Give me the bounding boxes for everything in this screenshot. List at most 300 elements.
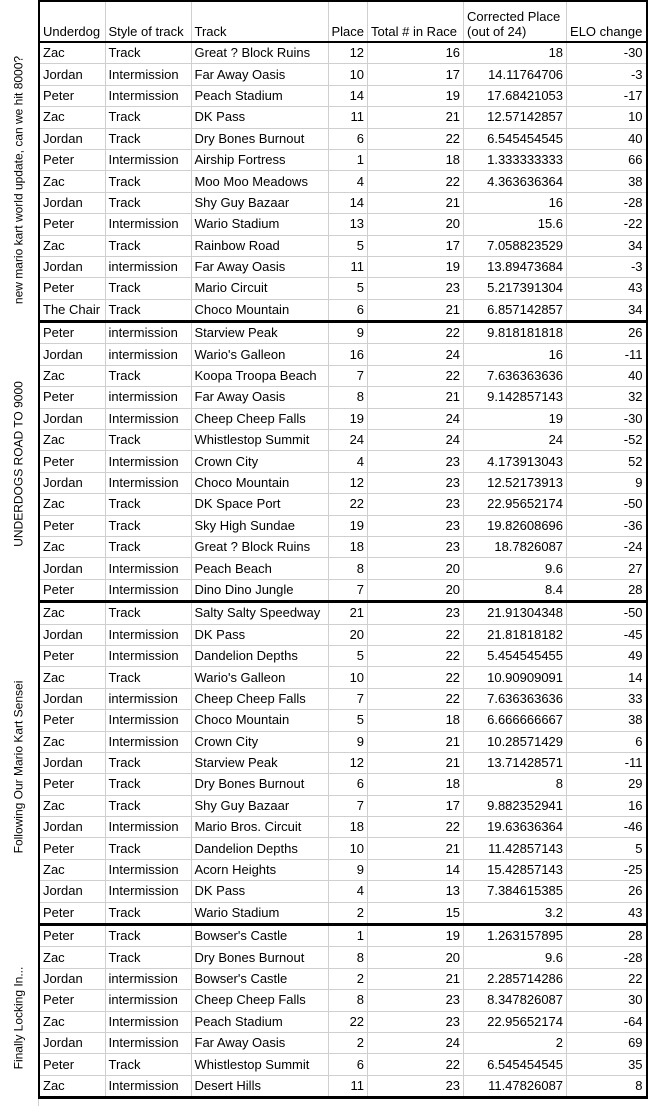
underdog-cell[interactable]: Zac — [39, 731, 105, 752]
place-cell[interactable]: 12 — [328, 42, 368, 64]
underdog-cell[interactable]: Zac — [39, 365, 105, 386]
elo-cell[interactable]: 32 — [567, 387, 647, 408]
track-cell[interactable]: Dandelion Depths — [191, 838, 328, 859]
elo-cell[interactable]: -11 — [567, 344, 647, 365]
corrected-cell[interactable]: 15.42857143 — [464, 859, 567, 880]
place-cell[interactable]: 13 — [328, 214, 368, 235]
total-cell[interactable]: 23 — [368, 451, 464, 472]
underdog-cell[interactable]: Peter — [39, 214, 105, 235]
track-cell[interactable]: Wario's Galleon — [191, 344, 328, 365]
elo-cell[interactable]: 26 — [567, 322, 647, 344]
place-cell[interactable]: 4 — [328, 451, 368, 472]
total-cell[interactable]: 20 — [368, 579, 464, 601]
total-cell[interactable]: 21 — [368, 299, 464, 321]
corrected-cell[interactable]: 1.263157895 — [464, 925, 567, 947]
section-label-cell[interactable] — [0, 37, 39, 322]
place-cell[interactable]: 12 — [328, 752, 368, 773]
style-cell[interactable]: intermission — [105, 968, 191, 989]
elo-cell[interactable]: 35 — [567, 1054, 647, 1075]
total-cell[interactable]: 22 — [368, 667, 464, 688]
elo-cell[interactable]: 38 — [567, 710, 647, 731]
style-cell[interactable]: Intermission — [105, 881, 191, 902]
style-cell[interactable]: Intermission — [105, 149, 191, 170]
total-cell[interactable]: 22 — [368, 624, 464, 645]
place-cell[interactable]: 8 — [328, 558, 368, 579]
style-cell[interactable]: Track — [105, 1054, 191, 1075]
corrected-cell[interactable]: 15.6 — [464, 214, 567, 235]
underdog-cell[interactable]: Peter — [39, 278, 105, 299]
total-cell[interactable]: 23 — [368, 602, 464, 624]
style-cell[interactable]: Intermission — [105, 408, 191, 429]
track-cell[interactable]: Koopa Troopa Beach — [191, 365, 328, 386]
total-cell[interactable]: 21 — [368, 107, 464, 128]
style-cell[interactable]: Track — [105, 107, 191, 128]
total-cell[interactable]: 23 — [368, 990, 464, 1011]
track-cell[interactable]: Desert Hills — [191, 1075, 328, 1097]
style-cell[interactable]: Track — [105, 299, 191, 321]
corrected-cell[interactable]: 6.545454545 — [464, 1054, 567, 1075]
underdog-cell[interactable]: Jordan — [39, 344, 105, 365]
corrected-cell[interactable]: 19.82608696 — [464, 515, 567, 536]
place-cell[interactable]: 10 — [328, 667, 368, 688]
place-cell[interactable]: 8 — [328, 947, 368, 968]
underdog-cell[interactable]: Jordan — [39, 817, 105, 838]
place-cell[interactable]: 11 — [328, 1075, 368, 1097]
style-cell[interactable]: Track — [105, 667, 191, 688]
place-cell[interactable]: 14 — [328, 85, 368, 106]
underdog-cell[interactable]: Jordan — [39, 558, 105, 579]
track-cell[interactable]: Airship Fortress — [191, 149, 328, 170]
place-cell[interactable]: 5 — [328, 278, 368, 299]
elo-cell[interactable]: 22 — [567, 968, 647, 989]
underdog-cell[interactable]: Zac — [39, 795, 105, 816]
elo-cell[interactable]: -50 — [567, 602, 647, 624]
total-cell[interactable]: 23 — [368, 1011, 464, 1032]
underdog-cell[interactable]: Peter — [39, 85, 105, 106]
elo-cell[interactable]: -24 — [567, 536, 647, 557]
total-cell[interactable]: 22 — [368, 128, 464, 149]
corrected-cell[interactable]: 18.7826087 — [464, 536, 567, 557]
track-cell[interactable]: Far Away Oasis — [191, 64, 328, 85]
track-cell[interactable]: Peach Stadium — [191, 85, 328, 106]
style-cell[interactable]: intermission — [105, 344, 191, 365]
elo-cell[interactable]: -17 — [567, 85, 647, 106]
total-cell[interactable]: 21 — [368, 968, 464, 989]
total-cell[interactable]: 22 — [368, 322, 464, 344]
place-cell[interactable]: 24 — [328, 430, 368, 451]
track-cell[interactable]: DK Pass — [191, 624, 328, 645]
style-cell[interactable]: Track — [105, 602, 191, 624]
style-cell[interactable]: Track — [105, 128, 191, 149]
style-cell[interactable]: Intermission — [105, 817, 191, 838]
corrected-cell[interactable]: 11.47826087 — [464, 1075, 567, 1097]
track-cell[interactable]: Wario's Galleon — [191, 667, 328, 688]
style-cell[interactable]: Track — [105, 192, 191, 213]
place-cell[interactable]: 9 — [328, 731, 368, 752]
total-cell[interactable]: 24 — [368, 344, 464, 365]
total-cell[interactable]: 22 — [368, 1054, 464, 1075]
style-cell[interactable]: intermission — [105, 688, 191, 709]
section-label-cell[interactable] — [0, 605, 39, 929]
track-cell[interactable]: Shy Guy Bazaar — [191, 192, 328, 213]
style-cell[interactable]: Intermission — [105, 710, 191, 731]
track-cell[interactable]: Dry Bones Burnout — [191, 774, 328, 795]
elo-cell[interactable]: 33 — [567, 688, 647, 709]
underdog-cell[interactable]: Jordan — [39, 624, 105, 645]
elo-cell[interactable]: -11 — [567, 752, 647, 773]
corrected-cell[interactable]: 9.6 — [464, 947, 567, 968]
corrected-cell[interactable]: 12.57142857 — [464, 107, 567, 128]
elo-cell[interactable]: -52 — [567, 430, 647, 451]
corrected-cell[interactable]: 9.818181818 — [464, 322, 567, 344]
track-cell[interactable]: Acorn Heights — [191, 859, 328, 880]
track-cell[interactable]: Sky High Sundae — [191, 515, 328, 536]
track-cell[interactable]: Peach Beach — [191, 558, 328, 579]
style-cell[interactable]: Intermission — [105, 579, 191, 601]
total-cell[interactable]: 24 — [368, 430, 464, 451]
total-cell[interactable]: 20 — [368, 558, 464, 579]
header-elo[interactable]: ELO change — [567, 1, 647, 42]
place-cell[interactable]: 7 — [328, 579, 368, 601]
total-cell[interactable]: 22 — [368, 645, 464, 666]
place-cell[interactable]: 11 — [328, 107, 368, 128]
underdog-cell[interactable]: Peter — [39, 387, 105, 408]
place-cell[interactable]: 4 — [328, 171, 368, 192]
place-cell[interactable]: 19 — [328, 408, 368, 429]
total-cell[interactable]: 22 — [368, 817, 464, 838]
place-cell[interactable]: 7 — [328, 365, 368, 386]
elo-cell[interactable]: 5 — [567, 838, 647, 859]
total-cell[interactable]: 24 — [368, 1032, 464, 1053]
underdog-cell[interactable]: Peter — [39, 990, 105, 1011]
total-cell[interactable]: 23 — [368, 536, 464, 557]
corrected-cell[interactable]: 8 — [464, 774, 567, 795]
underdog-cell[interactable]: Zac — [39, 235, 105, 256]
style-cell[interactable]: Track — [105, 494, 191, 515]
header-place[interactable]: Place — [328, 1, 368, 42]
elo-cell[interactable]: 9 — [567, 472, 647, 493]
elo-cell[interactable]: 34 — [567, 235, 647, 256]
track-cell[interactable]: Choco Mountain — [191, 710, 328, 731]
track-cell[interactable]: Crown City — [191, 731, 328, 752]
elo-cell[interactable]: 52 — [567, 451, 647, 472]
track-cell[interactable]: DK Space Port — [191, 494, 328, 515]
underdog-cell[interactable]: Jordan — [39, 64, 105, 85]
total-cell[interactable]: 20 — [368, 214, 464, 235]
track-cell[interactable]: Whistlestop Summit — [191, 430, 328, 451]
total-cell[interactable]: 18 — [368, 774, 464, 795]
place-cell[interactable]: 4 — [328, 881, 368, 902]
underdog-cell[interactable]: Zac — [39, 602, 105, 624]
underdog-cell[interactable]: Peter — [39, 838, 105, 859]
style-cell[interactable]: Intermission — [105, 64, 191, 85]
style-cell[interactable]: Track — [105, 838, 191, 859]
place-cell[interactable]: 14 — [328, 192, 368, 213]
track-cell[interactable]: Cheep Cheep Falls — [191, 688, 328, 709]
elo-cell[interactable]: -25 — [567, 859, 647, 880]
total-cell[interactable]: 23 — [368, 472, 464, 493]
underdog-cell[interactable]: Jordan — [39, 408, 105, 429]
style-cell[interactable]: Track — [105, 430, 191, 451]
underdog-cell[interactable]: Zac — [39, 494, 105, 515]
track-cell[interactable]: Rainbow Road — [191, 235, 328, 256]
total-cell[interactable]: 21 — [368, 838, 464, 859]
total-cell[interactable]: 16 — [368, 42, 464, 64]
underdog-cell[interactable]: Zac — [39, 667, 105, 688]
style-cell[interactable]: Intermission — [105, 214, 191, 235]
style-cell[interactable]: Track — [105, 365, 191, 386]
elo-cell[interactable]: -28 — [567, 947, 647, 968]
underdog-cell[interactable]: Jordan — [39, 752, 105, 773]
corrected-cell[interactable]: 7.058823529 — [464, 235, 567, 256]
track-cell[interactable]: Far Away Oasis — [191, 1032, 328, 1053]
track-cell[interactable]: DK Pass — [191, 881, 328, 902]
underdog-cell[interactable]: Peter — [39, 710, 105, 731]
elo-cell[interactable]: -45 — [567, 624, 647, 645]
track-cell[interactable]: Wario Stadium — [191, 902, 328, 924]
style-cell[interactable]: Track — [105, 902, 191, 924]
elo-cell[interactable]: 40 — [567, 128, 647, 149]
underdog-cell[interactable]: Jordan — [39, 192, 105, 213]
style-cell[interactable]: Intermission — [105, 558, 191, 579]
elo-cell[interactable]: 28 — [567, 579, 647, 601]
style-cell[interactable]: Intermission — [105, 451, 191, 472]
total-cell[interactable]: 22 — [368, 365, 464, 386]
style-cell[interactable]: Track — [105, 925, 191, 947]
corrected-cell[interactable]: 8.4 — [464, 579, 567, 601]
track-cell[interactable]: Dry Bones Burnout — [191, 947, 328, 968]
corrected-cell[interactable]: 8.347826087 — [464, 990, 567, 1011]
track-cell[interactable]: Wario Stadium — [191, 214, 328, 235]
underdog-cell[interactable]: Peter — [39, 579, 105, 601]
total-cell[interactable]: 23 — [368, 278, 464, 299]
corrected-cell[interactable]: 2.285714286 — [464, 968, 567, 989]
elo-cell[interactable]: 14 — [567, 667, 647, 688]
corrected-cell[interactable]: 5.217391304 — [464, 278, 567, 299]
elo-cell[interactable]: 8 — [567, 1075, 647, 1097]
underdog-cell[interactable]: Jordan — [39, 472, 105, 493]
elo-cell[interactable]: -22 — [567, 214, 647, 235]
total-cell[interactable]: 24 — [368, 408, 464, 429]
elo-cell[interactable]: 43 — [567, 902, 647, 924]
style-cell[interactable]: Track — [105, 515, 191, 536]
underdog-cell[interactable]: The Chair — [39, 299, 105, 321]
section-label-cell[interactable] — [0, 322, 39, 605]
style-cell[interactable]: Track — [105, 774, 191, 795]
track-cell[interactable]: Far Away Oasis — [191, 387, 328, 408]
header-total[interactable]: Total # in Race — [368, 1, 464, 42]
header-style[interactable]: Style of track — [105, 1, 191, 42]
elo-cell[interactable]: -46 — [567, 817, 647, 838]
track-cell[interactable]: Peach Stadium — [191, 1011, 328, 1032]
underdog-cell[interactable]: Peter — [39, 925, 105, 947]
underdog-cell[interactable]: Zac — [39, 42, 105, 64]
elo-cell[interactable]: -28 — [567, 192, 647, 213]
underdog-cell[interactable]: Zac — [39, 947, 105, 968]
corrected-cell[interactable]: 16 — [464, 192, 567, 213]
style-cell[interactable]: Intermission — [105, 624, 191, 645]
total-cell[interactable]: 21 — [368, 752, 464, 773]
style-cell[interactable]: Track — [105, 752, 191, 773]
corrected-cell[interactable]: 13.71428571 — [464, 752, 567, 773]
style-cell[interactable]: Track — [105, 536, 191, 557]
style-cell[interactable]: Intermission — [105, 859, 191, 880]
corrected-cell[interactable]: 22.95652174 — [464, 494, 567, 515]
elo-cell[interactable]: 34 — [567, 299, 647, 321]
underdog-cell[interactable]: Peter — [39, 774, 105, 795]
track-cell[interactable]: Cheep Cheep Falls — [191, 990, 328, 1011]
corrected-cell[interactable]: 7.636363636 — [464, 365, 567, 386]
track-cell[interactable]: Dry Bones Burnout — [191, 128, 328, 149]
style-cell[interactable]: Intermission — [105, 731, 191, 752]
place-cell[interactable]: 10 — [328, 838, 368, 859]
total-cell[interactable]: 22 — [368, 171, 464, 192]
place-cell[interactable]: 6 — [328, 1054, 368, 1075]
place-cell[interactable]: 6 — [328, 128, 368, 149]
total-cell[interactable]: 19 — [368, 925, 464, 947]
track-cell[interactable]: Mario Bros. Circuit — [191, 817, 328, 838]
track-cell[interactable]: Starview Peak — [191, 752, 328, 773]
corrected-cell[interactable]: 14.11764706 — [464, 64, 567, 85]
place-cell[interactable]: 22 — [328, 494, 368, 515]
track-cell[interactable]: Bowser's Castle — [191, 968, 328, 989]
corrected-cell[interactable]: 3.2 — [464, 902, 567, 924]
track-cell[interactable]: Great ? Block Ruins — [191, 42, 328, 64]
place-cell[interactable]: 7 — [328, 688, 368, 709]
underdog-cell[interactable]: Zac — [39, 1011, 105, 1032]
total-cell[interactable]: 15 — [368, 902, 464, 924]
elo-cell[interactable]: -36 — [567, 515, 647, 536]
total-cell[interactable]: 21 — [368, 731, 464, 752]
style-cell[interactable]: Track — [105, 795, 191, 816]
place-cell[interactable]: 5 — [328, 235, 368, 256]
corrected-cell[interactable]: 18 — [464, 42, 567, 64]
total-cell[interactable]: 19 — [368, 256, 464, 277]
corrected-cell[interactable]: 16 — [464, 344, 567, 365]
underdog-cell[interactable]: Zac — [39, 859, 105, 880]
underdog-cell[interactable]: Jordan — [39, 688, 105, 709]
elo-cell[interactable]: 26 — [567, 881, 647, 902]
underdog-cell[interactable]: Zac — [39, 430, 105, 451]
place-cell[interactable]: 7 — [328, 795, 368, 816]
track-cell[interactable]: Mario Circuit — [191, 278, 328, 299]
total-cell[interactable]: 17 — [368, 795, 464, 816]
underdog-cell[interactable]: Jordan — [39, 968, 105, 989]
corrected-cell[interactable]: 4.363636364 — [464, 171, 567, 192]
track-cell[interactable]: Shy Guy Bazaar — [191, 795, 328, 816]
style-cell[interactable]: Intermission — [105, 1032, 191, 1053]
elo-cell[interactable]: 6 — [567, 731, 647, 752]
track-cell[interactable]: Dino Dino Jungle — [191, 579, 328, 601]
underdog-cell[interactable]: Peter — [39, 902, 105, 924]
place-cell[interactable]: 12 — [328, 472, 368, 493]
corrected-cell[interactable]: 4.173913043 — [464, 451, 567, 472]
total-cell[interactable]: 13 — [368, 881, 464, 902]
track-cell[interactable]: Starview Peak — [191, 322, 328, 344]
elo-cell[interactable]: 29 — [567, 774, 647, 795]
header-corrected[interactable]: Corrected Place (out of 24) — [464, 1, 567, 42]
underdog-cell[interactable]: Peter — [39, 645, 105, 666]
place-cell[interactable]: 2 — [328, 902, 368, 924]
place-cell[interactable]: 8 — [328, 387, 368, 408]
place-cell[interactable]: 18 — [328, 817, 368, 838]
track-cell[interactable]: Great ? Block Ruins — [191, 536, 328, 557]
track-cell[interactable]: Choco Mountain — [191, 472, 328, 493]
style-cell[interactable]: Intermission — [105, 1011, 191, 1032]
total-cell[interactable]: 18 — [368, 710, 464, 731]
place-cell[interactable]: 16 — [328, 344, 368, 365]
place-cell[interactable]: 6 — [328, 299, 368, 321]
elo-cell[interactable]: -3 — [567, 256, 647, 277]
corrected-cell[interactable]: 17.68421053 — [464, 85, 567, 106]
underdog-cell[interactable]: Zac — [39, 171, 105, 192]
corrected-cell[interactable]: 6.857142857 — [464, 299, 567, 321]
corrected-cell[interactable]: 6.545454545 — [464, 128, 567, 149]
track-cell[interactable]: Bowser's Castle — [191, 925, 328, 947]
underdog-cell[interactable]: Zac — [39, 107, 105, 128]
underdog-cell[interactable]: Jordan — [39, 881, 105, 902]
style-cell[interactable]: Intermission — [105, 645, 191, 666]
elo-cell[interactable]: 30 — [567, 990, 647, 1011]
place-cell[interactable]: 5 — [328, 710, 368, 731]
elo-cell[interactable]: 27 — [567, 558, 647, 579]
place-cell[interactable]: 9 — [328, 859, 368, 880]
corrected-cell[interactable]: 9.6 — [464, 558, 567, 579]
style-cell[interactable]: Track — [105, 171, 191, 192]
corrected-cell[interactable]: 21.91304348 — [464, 602, 567, 624]
elo-cell[interactable]: 16 — [567, 795, 647, 816]
place-cell[interactable]: 6 — [328, 774, 368, 795]
corrected-cell[interactable]: 6.666666667 — [464, 710, 567, 731]
corrected-cell[interactable]: 9.882352941 — [464, 795, 567, 816]
track-cell[interactable]: Crown City — [191, 451, 328, 472]
header-track[interactable]: Track — [191, 1, 328, 42]
header-underdog[interactable]: Underdog — [39, 1, 105, 42]
elo-cell[interactable]: 38 — [567, 171, 647, 192]
corrected-cell[interactable]: 11.42857143 — [464, 838, 567, 859]
style-cell[interactable]: Intermission — [105, 472, 191, 493]
total-cell[interactable]: 17 — [368, 235, 464, 256]
track-cell[interactable]: Dandelion Depths — [191, 645, 328, 666]
track-cell[interactable]: Far Away Oasis — [191, 256, 328, 277]
total-cell[interactable]: 21 — [368, 387, 464, 408]
corrected-cell[interactable]: 9.142857143 — [464, 387, 567, 408]
elo-cell[interactable]: 49 — [567, 645, 647, 666]
place-cell[interactable]: 11 — [328, 256, 368, 277]
corrected-cell[interactable]: 19 — [464, 408, 567, 429]
style-cell[interactable]: Track — [105, 235, 191, 256]
elo-cell[interactable]: -30 — [567, 408, 647, 429]
elo-cell[interactable]: 69 — [567, 1032, 647, 1053]
total-cell[interactable]: 23 — [368, 1075, 464, 1097]
total-cell[interactable]: 22 — [368, 688, 464, 709]
underdog-cell[interactable]: Peter — [39, 149, 105, 170]
place-cell[interactable]: 2 — [328, 1032, 368, 1053]
corrected-cell[interactable]: 7.384615385 — [464, 881, 567, 902]
corrected-cell[interactable]: 10.28571429 — [464, 731, 567, 752]
corrected-cell[interactable]: 24 — [464, 430, 567, 451]
place-cell[interactable]: 21 — [328, 602, 368, 624]
place-cell[interactable]: 20 — [328, 624, 368, 645]
total-cell[interactable]: 18 — [368, 149, 464, 170]
place-cell[interactable]: 10 — [328, 64, 368, 85]
corrected-cell[interactable]: 1.333333333 — [464, 149, 567, 170]
track-cell[interactable]: Salty Salty Speedway — [191, 602, 328, 624]
track-cell[interactable]: Whistlestop Summit — [191, 1054, 328, 1075]
corrected-cell[interactable]: 13.89473684 — [464, 256, 567, 277]
underdog-cell[interactable]: Jordan — [39, 128, 105, 149]
underdog-cell[interactable]: Peter — [39, 322, 105, 344]
